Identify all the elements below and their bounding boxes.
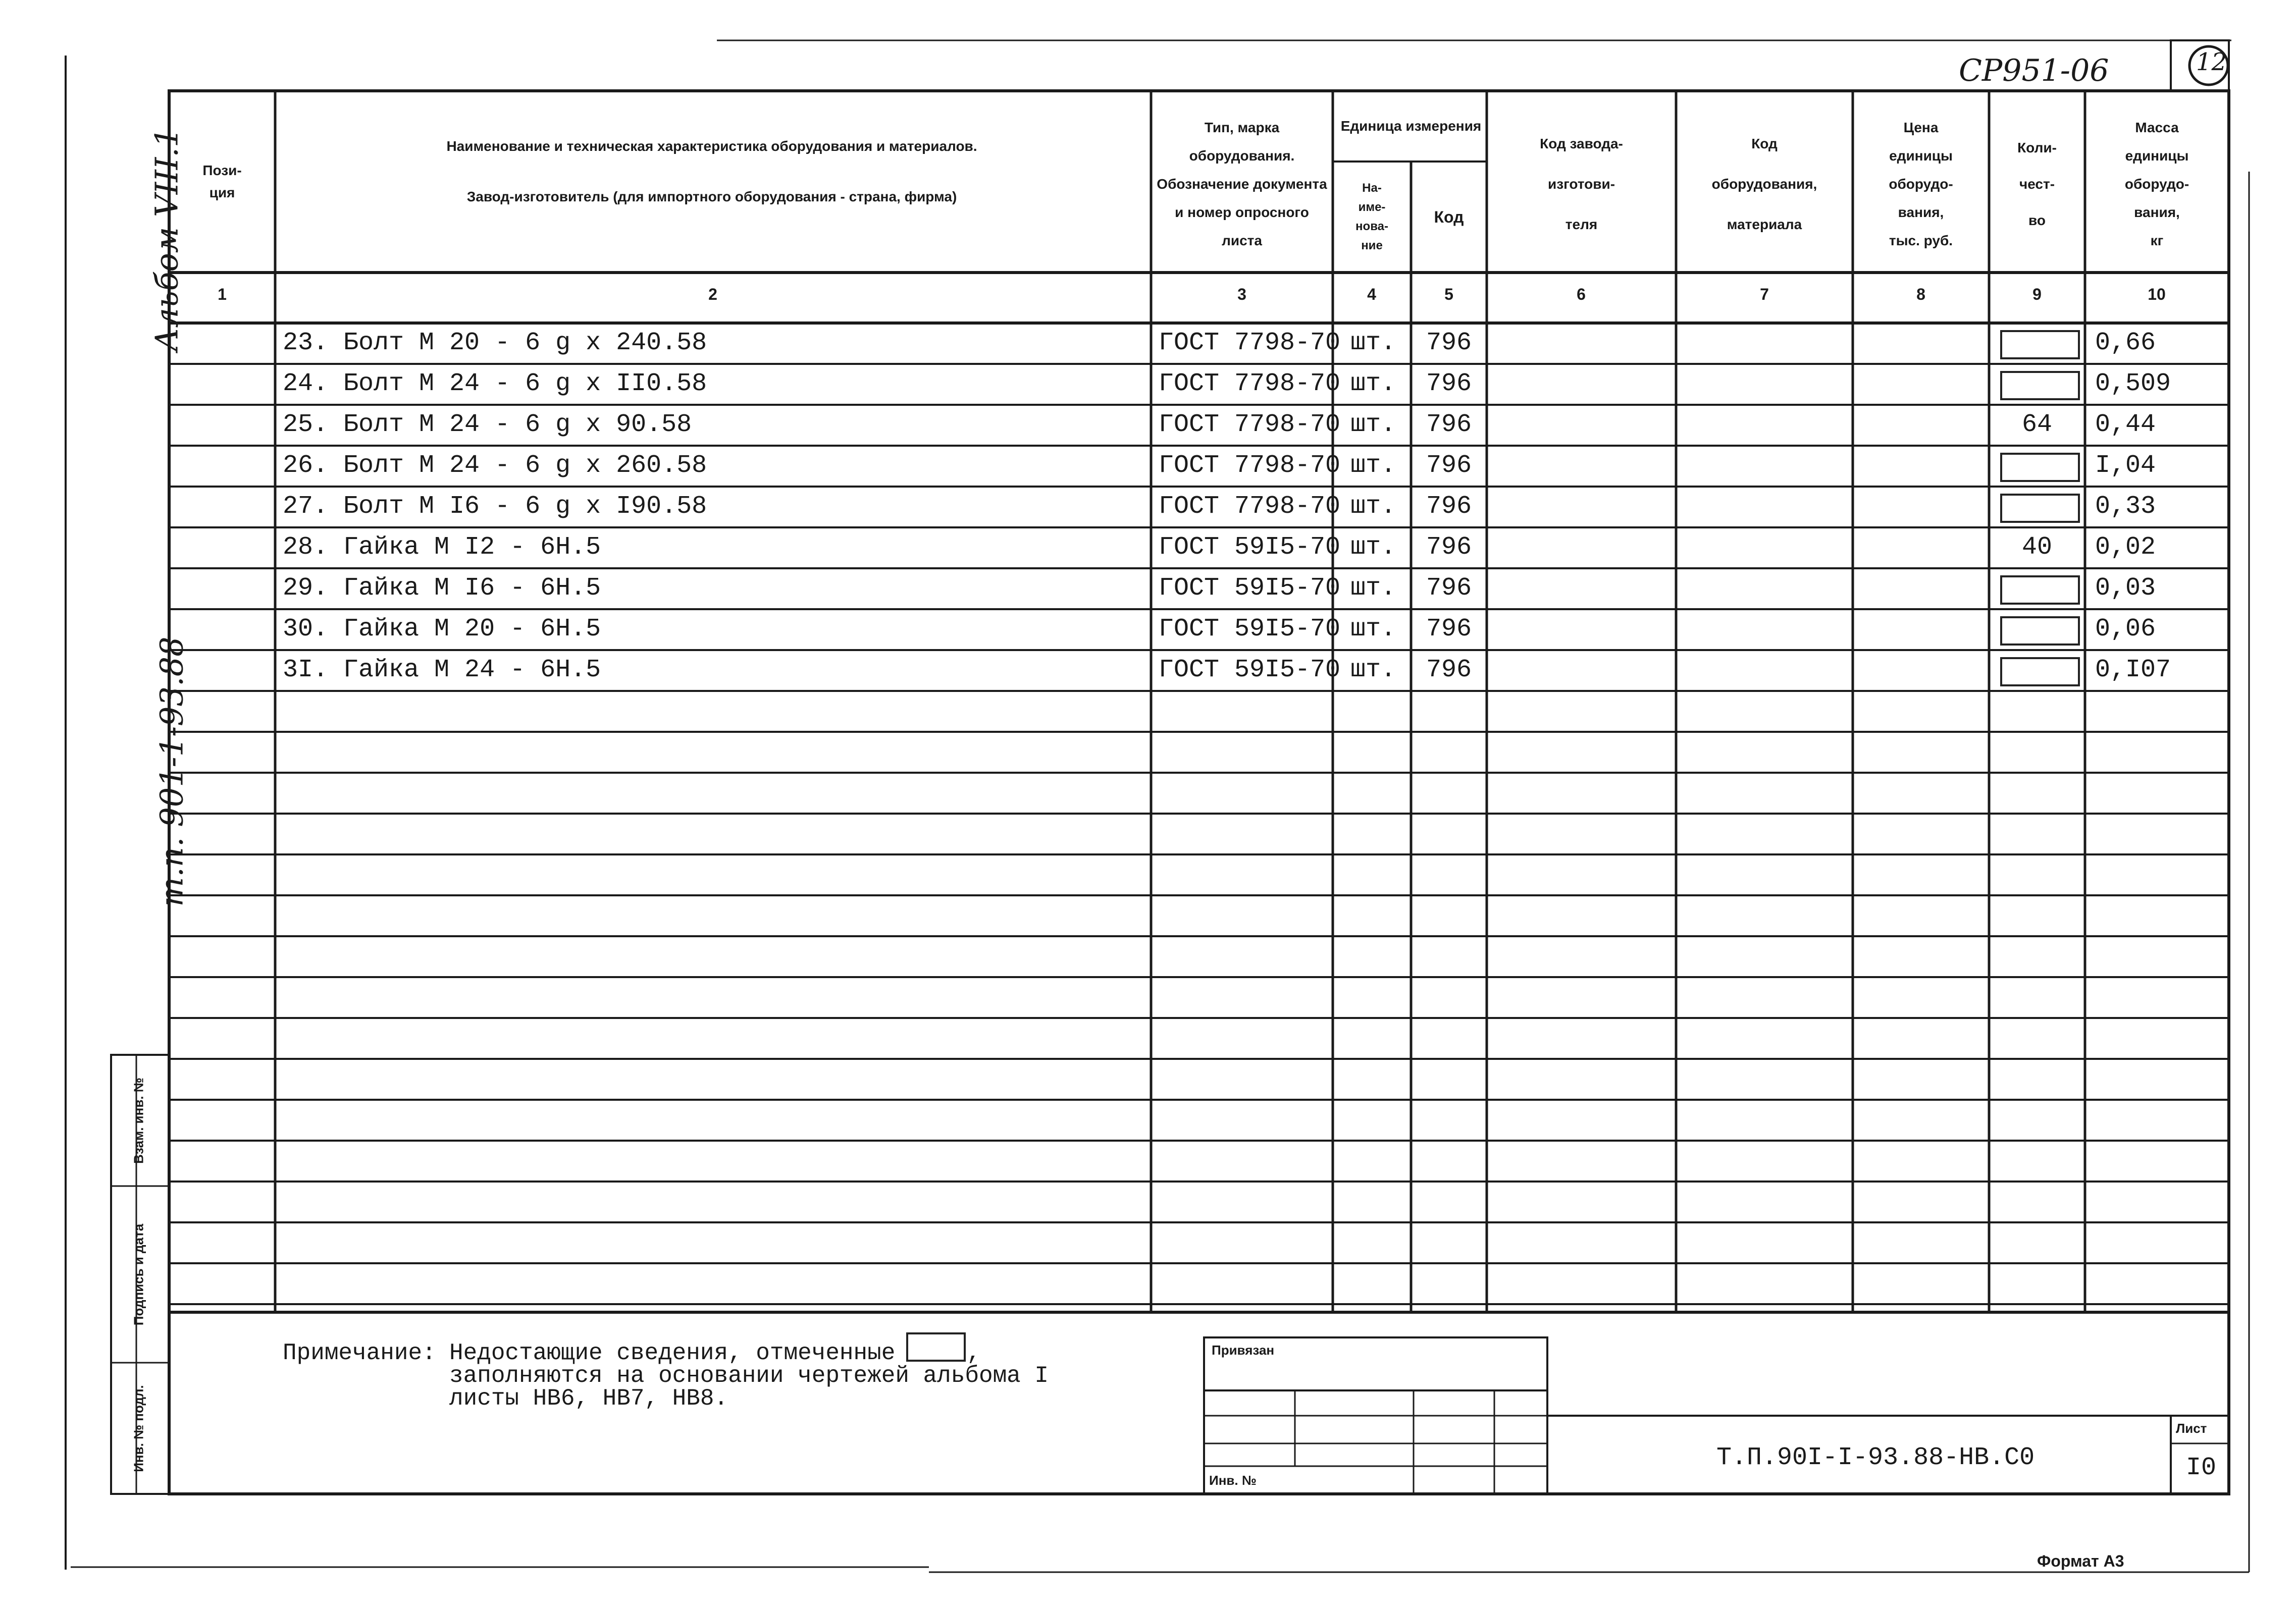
item-name: 3I. Гайка М 24 - 6Н.5 xyxy=(283,656,601,684)
missing-quantity-box xyxy=(2000,616,2080,646)
item-unit-code: 796 xyxy=(1426,369,1472,398)
stamp-inv-no: Инв. № xyxy=(1209,1473,1257,1488)
item-unit: шт. xyxy=(1350,656,1396,684)
item-document: ГОСТ 59I5-70 xyxy=(1159,656,1341,684)
missing-quantity-box xyxy=(2000,657,2080,686)
item-unit-mass: 0,06 xyxy=(2095,615,2156,643)
header-unit-group: Единица измерения xyxy=(1340,118,1482,134)
header-name-line2: Завод-изготовитель (для импортного оборудования - страна, фирма) xyxy=(466,189,957,204)
item-unit: шт. xyxy=(1350,410,1396,439)
item-name: 26. Болт М 24 - 6 g x 260.58 xyxy=(283,451,707,480)
missing-quantity-box xyxy=(2000,371,2080,400)
column-number: 7 xyxy=(1760,285,1769,303)
item-name: 30. Гайка М 20 - 6Н.5 xyxy=(283,615,601,643)
item-unit: шт. xyxy=(1350,533,1396,562)
item-name: 27. Болт М I6 - 6 g x I90.58 xyxy=(283,492,707,521)
item-name: 24. Болт М 24 - 6 g x II0.58 xyxy=(283,369,707,398)
column-number: 4 xyxy=(1367,285,1376,303)
item-unit-code: 796 xyxy=(1426,329,1472,357)
header-unit-code: Код xyxy=(1434,208,1464,226)
item-unit: шт. xyxy=(1350,451,1396,480)
item-unit: шт. xyxy=(1350,329,1396,357)
missing-quantity-box xyxy=(2000,330,2080,359)
item-unit-mass: 0,509 xyxy=(2095,369,2171,398)
column-number: 8 xyxy=(1916,285,1925,303)
item-unit-mass: I,04 xyxy=(2095,451,2156,480)
item-quantity: 40 xyxy=(2021,533,2052,562)
item-unit-code: 796 xyxy=(1426,656,1472,684)
item-unit-code: 796 xyxy=(1426,492,1472,521)
paper-format: Формат А3 xyxy=(2037,1552,2124,1570)
header-name-line1: Наименование и техническая характеристика оборудования и материалов. xyxy=(446,138,977,154)
header-unit-price: Цена единицы оборудо- вания, тыс. руб. xyxy=(1889,120,1953,248)
item-name: 28. Гайка М I2 - 6Н.5 xyxy=(283,533,601,562)
item-unit: шт. xyxy=(1350,574,1396,603)
header-unit-mass: Масса единицы оборудо- вания, кг xyxy=(2124,120,2189,248)
item-unit-code: 796 xyxy=(1426,533,1472,562)
archive-number: СР951-06 xyxy=(1959,53,2109,88)
column-number: 5 xyxy=(1444,285,1453,303)
note-line1-comma: , xyxy=(967,1340,981,1366)
sheet-label: Лист xyxy=(2176,1421,2207,1436)
column-number: 9 xyxy=(2032,285,2042,303)
item-name: 29. Гайка М I6 - 6Н.5 xyxy=(283,574,601,603)
header-quantity: Коли- чест- во xyxy=(2017,140,2057,228)
header-type: Тип, марка оборудования. Обозначение документа и номер опросного листа xyxy=(1157,120,1327,248)
column-number: 2 xyxy=(708,285,717,303)
item-document: ГОСТ 7798-70 xyxy=(1159,369,1341,398)
column-number: 3 xyxy=(1237,285,1246,303)
project-label: т.п. 901-1-93.88 xyxy=(153,636,190,907)
item-document: ГОСТ 59I5-70 xyxy=(1159,615,1341,643)
stamp-privyazan: Привязан xyxy=(1212,1343,1275,1358)
item-unit-mass: 0,66 xyxy=(2095,329,2156,357)
item-unit-mass: 0,03 xyxy=(2095,574,2156,603)
item-document: ГОСТ 7798-70 xyxy=(1159,451,1341,480)
item-document: ГОСТ 7798-70 xyxy=(1159,492,1341,521)
note-label: Примечание: xyxy=(283,1340,436,1366)
document-designation: Т.П.90I-I-93.88-НВ.С0 xyxy=(1716,1443,2035,1472)
note-line2: заполняются на основании чертежей альбома I xyxy=(449,1363,1049,1389)
item-document: ГОСТ 7798-70 xyxy=(1159,329,1341,357)
page-circle-number: 12 xyxy=(2196,48,2227,76)
item-unit-code: 796 xyxy=(1426,410,1472,439)
column-number: 1 xyxy=(218,285,227,303)
column-number: 6 xyxy=(1577,285,1586,303)
missing-quantity-box xyxy=(2000,494,2080,523)
note-line1: Недостающие сведения, отмеченные xyxy=(449,1340,896,1366)
item-unit: шт. xyxy=(1350,369,1396,398)
item-unit-mass: 0,44 xyxy=(2095,410,2156,439)
column-number: 10 xyxy=(2148,285,2166,303)
note-marker-box xyxy=(906,1332,966,1362)
item-name: 23. Болт М 20 - 6 g x 240.58 xyxy=(283,329,707,357)
item-unit-mass: 0,33 xyxy=(2095,492,2156,521)
item-unit: шт. xyxy=(1350,492,1396,521)
item-quantity: 64 xyxy=(2021,410,2052,439)
side-stamp-signature-date: Подпись и дата xyxy=(131,1223,146,1326)
missing-quantity-box xyxy=(2000,453,2080,482)
item-unit-code: 796 xyxy=(1426,615,1472,643)
item-unit-code: 796 xyxy=(1426,574,1472,603)
header-unit-name: На- име- нова- ние xyxy=(1355,181,1388,252)
item-unit-mass: 0,02 xyxy=(2095,533,2156,562)
side-stamp-replace-inv: Взам. инв. № xyxy=(131,1078,146,1164)
header-equipment-code: Код оборудования, материала xyxy=(1711,136,1817,232)
item-document: ГОСТ 59I5-70 xyxy=(1159,574,1341,603)
item-name: 25. Болт М 24 - 6 g x 90.58 xyxy=(283,410,692,439)
missing-quantity-box xyxy=(2000,575,2080,605)
item-document: ГОСТ 7798-70 xyxy=(1159,410,1341,439)
sheet-number: I0 xyxy=(2186,1454,2217,1482)
side-stamp-original-inv: Инв. № подл. xyxy=(131,1385,146,1472)
header-factory-code: Код завода- изготови- теля xyxy=(1540,136,1623,232)
item-document: ГОСТ 59I5-70 xyxy=(1159,533,1341,562)
header-position: Пози- ция xyxy=(202,163,242,200)
item-unit: шт. xyxy=(1350,615,1396,643)
item-unit-mass: 0,I07 xyxy=(2095,656,2171,684)
album-label: Альбом VIII.1 xyxy=(148,127,185,352)
item-unit-code: 796 xyxy=(1426,451,1472,480)
note-line3: листы НВ6, НВ7, НВ8. xyxy=(449,1385,728,1412)
